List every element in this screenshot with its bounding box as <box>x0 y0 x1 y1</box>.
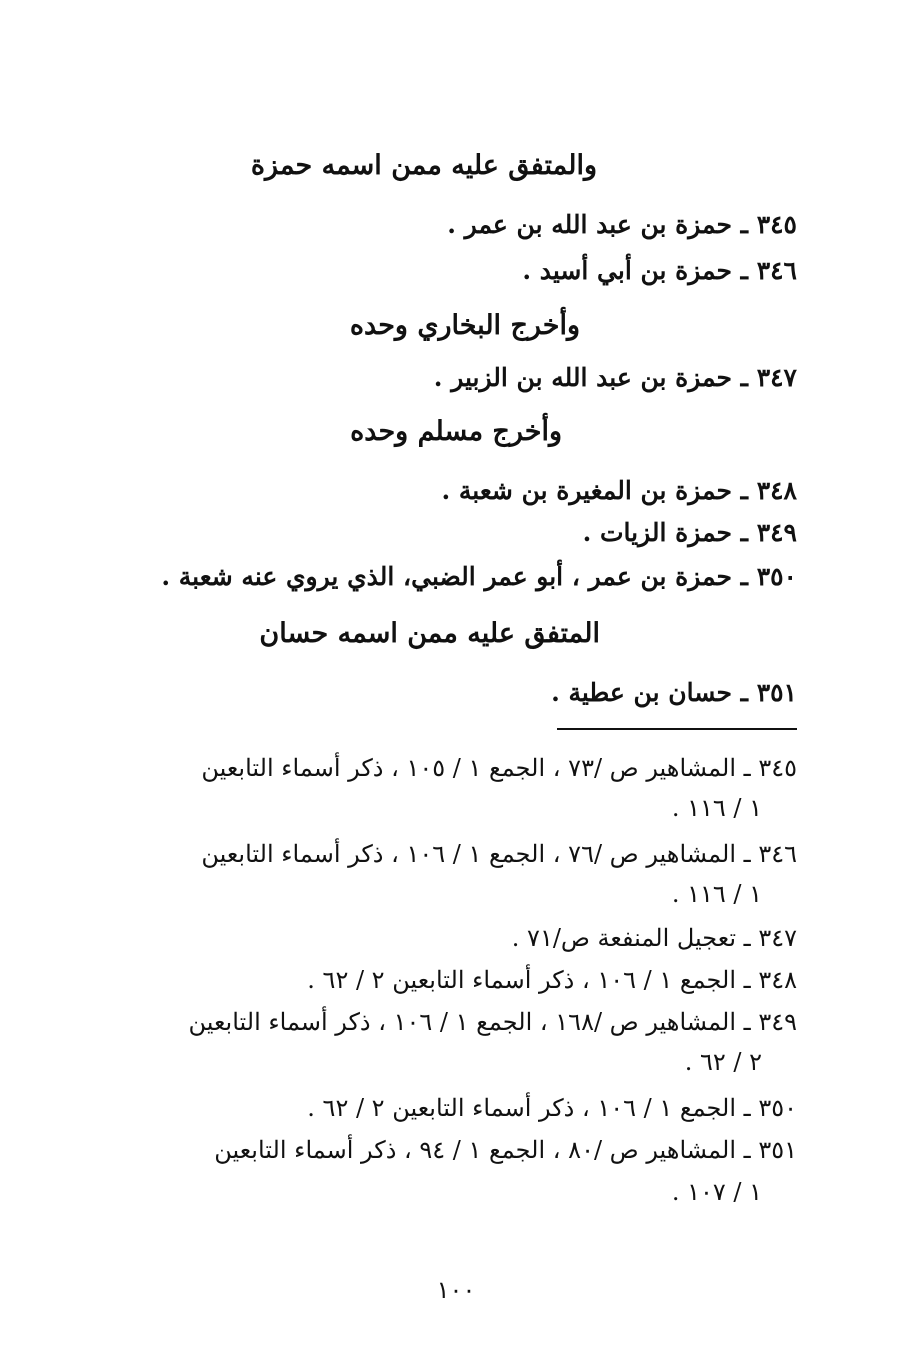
section-heading-bukhari-alone: وأخرج البخاري وحده <box>349 310 580 341</box>
section-heading-hamza-agreed: والمتفق عليه ممن اسمه حمزة <box>250 150 597 181</box>
footnote-346-continuation: ١ / ١١٦ . <box>671 880 762 908</box>
footnote-348: ٣٤٨ ـ الجمع ١ / ١٠٦ ، ذكر أسماء التابعين ٢ / ٦٢ . <box>307 966 797 994</box>
footnote-347: ٣٤٧ ـ تعجيل المنفعة ص/٧١ . <box>511 924 797 952</box>
entry-346: ٣٤٦ ـ حمزة بن أبي أسيد . <box>522 256 797 285</box>
page-number: ١٠٠ <box>436 1276 476 1304</box>
footnote-346: ٣٤٦ ـ المشاهير ص /٧٦ ، الجمع ١ / ١٠٦ ، ذكر أسماء التابعين <box>201 840 797 868</box>
section-heading-hassan-agreed: المتفق عليه ممن اسمه حسان <box>259 618 600 649</box>
entry-350: ٣٥٠ ـ حمزة بن عمر ، أبو عمر الضبي، الذي يروي عنه شعبة . <box>161 562 797 591</box>
entry-348: ٣٤٨ ـ حمزة بن المغيرة بن شعبة . <box>441 476 797 505</box>
entry-345: ٣٤٥ ـ حمزة بن عبد الله بن عمر . <box>447 210 797 239</box>
footnote-349-continuation: ٢ / ٦٢ . <box>684 1048 762 1076</box>
footnote-351: ٣٥١ ـ المشاهير ص /٨٠ ، الجمع ١ / ٩٤ ، ذكر أسماء التابعين <box>214 1136 797 1164</box>
footnote-350: ٣٥٠ ـ الجمع ١ / ١٠٦ ، ذكر أسماء التابعين ٢ / ٦٢ . <box>307 1094 797 1122</box>
section-heading-muslim-alone: وأخرج مسلم وحده <box>350 416 562 447</box>
footnote-351-continuation: ١ / ١٠٧ . <box>671 1178 762 1206</box>
footnote-345-continuation: ١ / ١١٦ . <box>671 794 762 822</box>
footnote-349: ٣٤٩ ـ المشاهير ص /١٦٨ ، الجمع ١ / ١٠٦ ، ذكر أسماء التابعين <box>188 1008 797 1036</box>
footnote-separator <box>557 728 797 730</box>
footnote-345: ٣٤٥ ـ المشاهير ص /٧٣ ، الجمع ١ / ١٠٥ ، ذكر أسماء التابعين <box>201 754 797 782</box>
entry-351: ٣٥١ ـ حسان بن عطية . <box>551 678 797 707</box>
entry-349: ٣٤٩ ـ حمزة الزيات . <box>582 518 797 547</box>
entry-347: ٣٤٧ ـ حمزة بن عبد الله بن الزبير . <box>433 363 797 392</box>
